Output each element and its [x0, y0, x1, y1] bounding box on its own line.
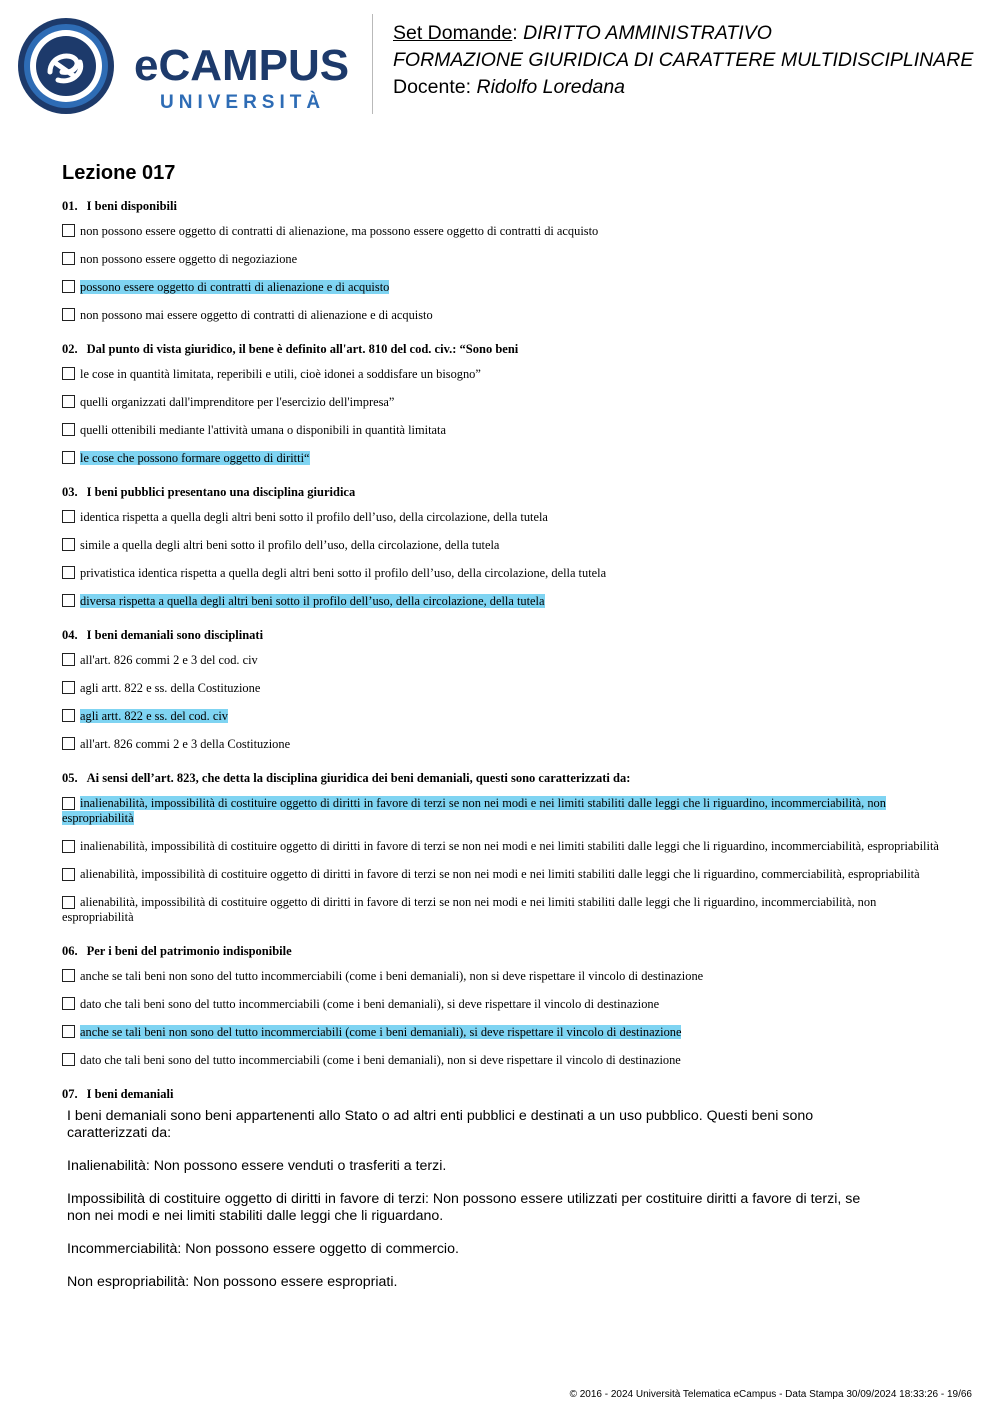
question-number: 05. [62, 771, 78, 785]
option-checkbox[interactable] [62, 737, 75, 750]
question-number: 02. [62, 342, 78, 356]
question-text: I beni demaniali [86, 1087, 174, 1101]
option-text: dato che tali beni sono del tutto incommerciabili (come i beni demaniali), non si deve rispettare il vincolo di destinazione [80, 1053, 681, 1067]
answer-paragraph: Inalienabilità: Non possono essere venduti o trasferiti a terzi. [67, 1158, 447, 1174]
option-text: all'art. 826 commi 2 e 3 della Costituzione [80, 737, 291, 751]
option-text: agli artt. 822 e ss. della Costituzione [80, 681, 261, 695]
option-checkbox[interactable] [62, 423, 75, 436]
ecampus-logo [14, 16, 354, 116]
option-text-highlighted: agli artt. 822 e ss. del cod. civ [80, 709, 228, 723]
svg-text:eCAMPUS: eCAMPUS [134, 41, 350, 90]
option-text: dato che tali beni sono del tutto incommerciabili (come i beni demaniali), si deve rispettare il vincolo di destinazione [80, 997, 660, 1011]
option-checkbox[interactable] [62, 840, 75, 853]
answer-option [62, 737, 942, 752]
option-text: alienabilità, impossibilità di costituire oggetto di diritti in favore di terzi se non nei modi e nei limiti stabiliti dalle leggi che li riguardino, incommerciabilità, non espropriabilità [62, 895, 877, 924]
question-heading [62, 198, 942, 214]
option-checkbox[interactable] [62, 896, 75, 909]
course-name: FORMAZIONE GIURIDICA DI CARATTERE MULTIDISCIPLINARE [393, 49, 974, 71]
docente-name: Ridolfo Loredana [476, 76, 626, 98]
option-checkbox[interactable] [62, 510, 75, 523]
option-checkbox[interactable] [62, 1053, 75, 1066]
option-text: le cose in quantità limitata, reperibili e utili, cioè idonei a soddisfare un bisogno” [80, 367, 481, 381]
option-checkbox[interactable] [62, 681, 75, 694]
option-text: alienabilità, impossibilità di costituire oggetto di diritti in favore di terzi se non nei modi e nei limiti stabiliti dalle leggi che li riguardino, commerciabilità, espropriabilità [80, 867, 920, 881]
option-text-highlighted: le cose che possono formare oggetto di diritti“ [80, 451, 310, 465]
option-checkbox[interactable] [62, 451, 75, 464]
question-text: I beni pubblici presentano una disciplina giuridica [86, 485, 356, 499]
option-checkbox[interactable] [62, 969, 75, 982]
option-text: all'art. 826 commi 2 e 3 del cod. civ [80, 653, 258, 667]
option-text: privatistica identica rispetta a quella degli altri beni sotto il profilo dell’uso, della circolazione, della tutela [80, 566, 607, 580]
answer-option-correct [62, 594, 942, 609]
question-text: Ai sensi dell’art. 823, che detta la disciplina giuridica dei beni demaniali, questi sono caratterizzati da: [86, 771, 631, 785]
option-text: anche se tali beni non sono del tutto incommerciabili (come i beni demaniali), non si deve rispettare il vincolo di destinazione [80, 969, 704, 983]
answer-option [62, 681, 942, 696]
answer-option [62, 252, 942, 267]
option-checkbox[interactable] [62, 395, 75, 408]
question-block [62, 770, 942, 925]
answer-option [62, 510, 942, 525]
question-heading [62, 1086, 942, 1102]
option-text: non possono mai essere oggetto di contratti di alienazione e di acquisto [80, 308, 433, 322]
option-text-highlighted: anche se tali beni non sono del tutto incommerciabili (come i beni demaniali), si deve rispettare il vincolo di destinazione [80, 1025, 682, 1039]
question-block [62, 943, 942, 1068]
question-heading [62, 770, 942, 786]
set-label: Set Domande [393, 22, 513, 44]
option-text-highlighted: diversa rispetta a quella degli altri beni sotto il profilo dell’uso, della circolazione, della tutela [80, 594, 545, 608]
answer-option [62, 997, 942, 1012]
page-content [62, 160, 942, 1309]
answer-option-correct [62, 796, 942, 826]
answer-option [62, 538, 942, 553]
option-text: quelli ottenibili mediante l'attività umana o disponibili in quantità limitata [80, 423, 446, 437]
option-checkbox[interactable] [62, 224, 75, 237]
question-heading [62, 943, 942, 959]
question-number: 01. [62, 199, 78, 213]
option-checkbox[interactable] [62, 997, 75, 1010]
question-number: 03. [62, 485, 78, 499]
docente-label: Docente: [393, 76, 472, 98]
option-checkbox[interactable] [62, 566, 75, 579]
option-text: inalienabilità, impossibilità di costituire oggetto di diritti in favore di terzi se non nei modi e nei limiti stabiliti dalle leggi che li riguardino, incommerciabilità, espropriabilità [80, 839, 939, 853]
question-text: Dal punto di vista giuridico, il bene è definito all'art. 810 del cod. civ.: “Sono beni [86, 342, 519, 356]
question-heading [62, 627, 942, 643]
header-divider [372, 14, 373, 114]
option-text: identica rispetta a quella degli altri beni sotto il profilo dell’uso, della circolazione, della tutela [80, 510, 548, 524]
question-text: I beni disponibili [86, 199, 177, 213]
answer-option [62, 308, 942, 323]
question-block [62, 198, 942, 323]
option-checkbox[interactable] [62, 709, 75, 722]
option-checkbox[interactable] [62, 538, 75, 551]
answer-option-correct [62, 451, 942, 466]
question-heading [62, 484, 942, 500]
option-checkbox[interactable] [62, 594, 75, 607]
option-checkbox[interactable] [62, 280, 75, 293]
question-block [62, 1086, 942, 1291]
page-header [0, 0, 1000, 130]
answer-option-correct [62, 280, 942, 295]
answer-option [62, 653, 942, 668]
answer-option [62, 1053, 942, 1068]
option-text: simile a quella degli altri beni sotto il profilo dell’uso, della circolazione, della tutela [80, 538, 500, 552]
open-answer [67, 1108, 867, 1291]
question-text: I beni demaniali sono disciplinati [86, 628, 264, 642]
option-checkbox[interactable] [62, 797, 75, 810]
answer-option [62, 867, 942, 882]
question-block [62, 341, 942, 466]
option-text: non possono essere oggetto di contratti di alienazione, ma possono essere oggetto di contratti di acquisto [80, 224, 599, 238]
answer-paragraph: Incommerciabilità: Non possono essere oggetto di commercio. [67, 1241, 459, 1257]
answer-option-correct [62, 709, 942, 724]
answer-option [62, 969, 942, 984]
option-checkbox[interactable] [62, 308, 75, 321]
answer-option [62, 839, 942, 854]
page-footer: © 2016 - 2024 Università Telematica eCampus - Data Stampa 30/09/2024 18:33:26 - 19/66 [569, 1389, 972, 1400]
question-block [62, 627, 942, 752]
option-checkbox[interactable] [62, 367, 75, 380]
question-number: 04. [62, 628, 78, 642]
answer-option [62, 566, 942, 581]
answer-option-correct [62, 1025, 942, 1040]
option-text-highlighted: inalienabilità, impossibilità di costituire oggetto di diritti in favore di terzi se non nei modi e nei limiti stabiliti dalle leggi che li riguardino, incommerciabilità, non espropriabilità [62, 796, 886, 825]
docente-line [393, 74, 973, 101]
question-heading [62, 341, 942, 357]
option-checkbox[interactable] [62, 1025, 75, 1038]
option-text: non possono essere oggetto di negoziazione [80, 252, 298, 266]
answer-option [62, 224, 942, 239]
option-checkbox[interactable] [62, 868, 75, 881]
question-number: 06. [62, 944, 78, 958]
svg-text:UNIVERSITÀ: UNIVERSITÀ [160, 92, 326, 113]
option-checkbox[interactable] [62, 653, 75, 666]
answer-paragraph: Impossibilità di costituire oggetto di diritti in favore di terzi: Non possono essere utilizzati per costituire diritti a favore di terzi, se non nei modi e nei limiti stabiliti dalle leggi che li riguardano. [67, 1191, 861, 1224]
lesson-title: Lezione 017 [62, 162, 176, 184]
answer-option [62, 423, 942, 438]
answer-paragraph: Non espropriabilità: Non possono essere espropriati. [67, 1274, 398, 1290]
answer-option [62, 395, 942, 410]
question-text: Per i beni del patrimonio indisponibile [86, 944, 292, 958]
question-block [62, 484, 942, 609]
answer-option [62, 367, 942, 382]
answer-paragraph: I beni demaniali sono beni appartenenti allo Stato o ad altri enti pubblici e destinati a un uso pubblico. Questi beni sono caratterizzati da: [67, 1108, 814, 1141]
set-value: DIRITTO AMMINISTRATIVO [523, 22, 772, 44]
option-text-highlighted: possono essere oggetto di contratti di alienazione e di acquisto [80, 280, 390, 294]
option-checkbox[interactable] [62, 252, 75, 265]
question-number: 07. [62, 1087, 78, 1101]
course-line [393, 47, 973, 74]
set-domande-line: Set Domande: DIRITTO AMMINISTRATIVO [393, 22, 772, 44]
header-info [393, 20, 973, 101]
answer-option [62, 895, 942, 925]
option-text: quelli organizzati dall'imprenditore per l'esercizio dell'impresa” [80, 395, 395, 409]
